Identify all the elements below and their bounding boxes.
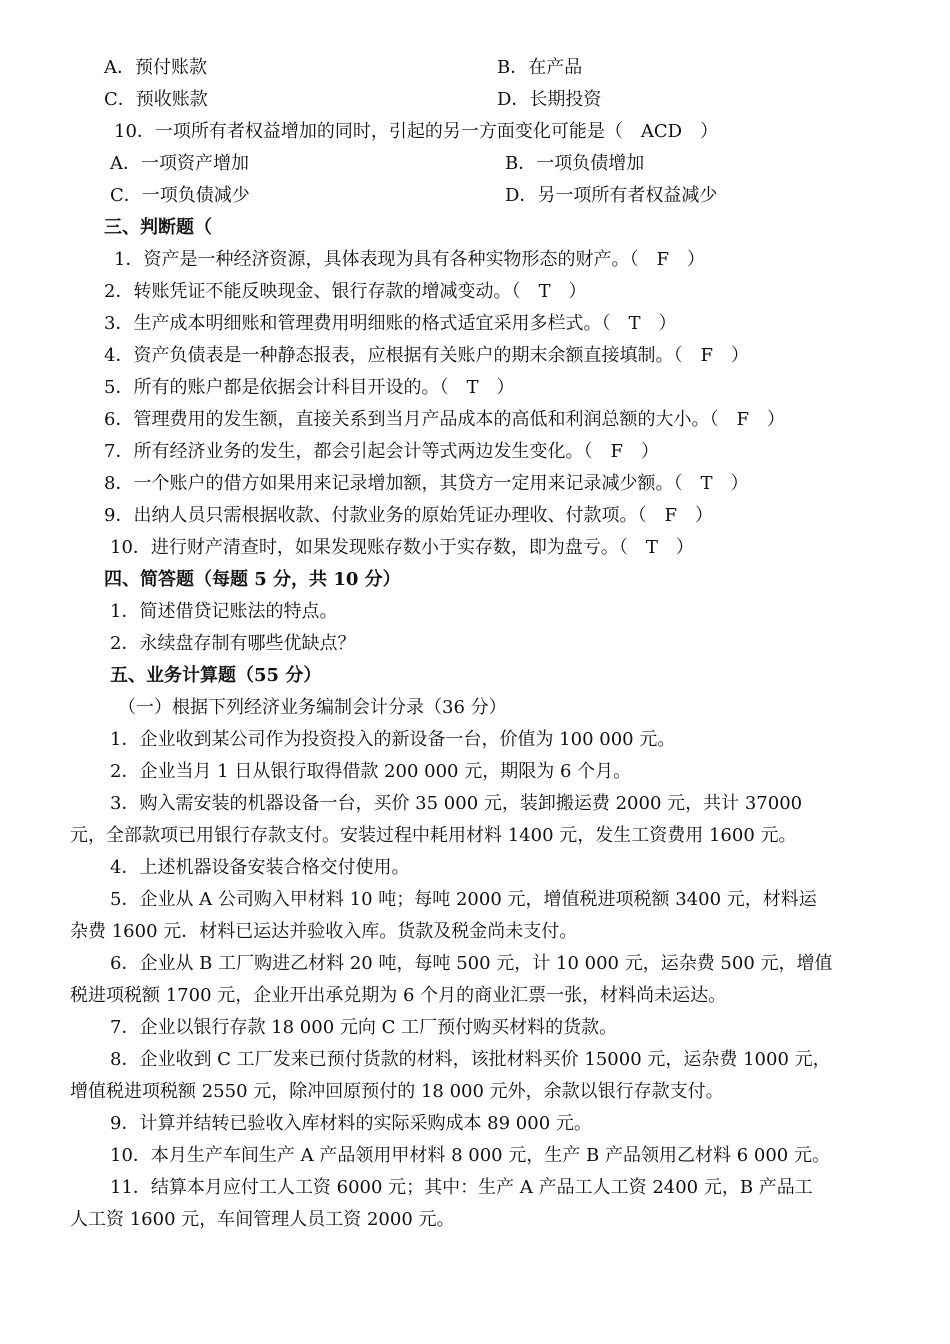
calc-line-2: 2．企业当月 1 日从银行取得借款 200 000 元，期限为 6 个月。	[110, 761, 632, 782]
short-answer-item-1: 1．简述借贷记账法的特点。	[110, 601, 338, 622]
q9-option-c: C．预收账款	[104, 89, 208, 110]
calc-line-8-cont: 增值税进项税额 2550 元，除冲回原预付的 18 000 元外，余款以银行存款支付。	[70, 1081, 724, 1102]
q9-option-a: A．预付账款	[104, 57, 207, 78]
judgment-item-6: 6．管理费用的发生额，直接关系到当月产品成本的高低和利润总额的大小。（ F ）	[104, 409, 785, 430]
judgment-item-7: 7．所有经济业务的发生，都会引起会计等式两边发生变化。（ F ）	[104, 441, 659, 462]
calc-line-6-cont: 税进项税额 1700 元，企业开出承兑期为 6 个月的商业汇票一张，材料尚未运达。	[70, 985, 727, 1006]
judgment-item-2: 2．转账凭证不能反映现金、银行存款的增减变动。（ T ）	[104, 281, 587, 302]
calc-line-11: 11．结算本月应付工人工资 6000 元；其中：生产 A 产品工人工资 2400 元，B 产品工	[110, 1177, 813, 1198]
short-answer-item-2: 2．永续盘存制有哪些优缺点？	[110, 633, 356, 654]
judgment-item-10: 10．进行财产清查时，如果发现账存数小于实存数，即为盘亏。（ T ）	[110, 537, 694, 558]
judgment-item-8: 8．一个账户的借方如果用来记录增加额，其贷方一定用来记录减少额。（ T ）	[104, 473, 749, 494]
calc-line-11-cont: 人工资 1600 元，车间管理人员工资 2000 元。	[70, 1209, 455, 1230]
judgment-item-1: 1．资产是一种经济资源，具体表现为具有各种实物形态的财产。（ F ）	[114, 249, 705, 270]
q10-option-b: B．一项负债增加	[505, 153, 645, 174]
calc-line-4: 4．上述机器设备安装合格交付使用。	[110, 857, 410, 878]
q10-option-a: A．一项资产增加	[110, 153, 249, 174]
judgment-item-4: 4．资产负债表是一种静态报表，应根据有关账户的期末余额直接填制。（ F ）	[104, 345, 749, 366]
q10-stem: 10．一项所有者权益增加的同时，引起的另一方面变化可能是（ ACD ）	[114, 121, 719, 142]
calc-line-5: 5．企业从 A 公司购入甲材料 10 吨；每吨 2000 元，增值税进项税额 3400 元，材料运	[110, 889, 817, 910]
q10-option-c: C．一项负债减少	[110, 185, 250, 206]
calc-line-3-cont: 元，全部款项已用银行存款支付。安装过程中耗用材料 1400 元，发生工资费用 1600 元。	[70, 825, 797, 846]
q9-option-d: D．长期投资	[497, 89, 602, 110]
judgment-heading: 三、判断题（	[104, 217, 212, 238]
judgment-item-3: 3．生产成本明细账和管理费用明细账的格式适宜采用多栏式。（ T ）	[104, 313, 677, 334]
calc-line-7: 7．企业以银行存款 18 000 元向 C 工厂预付购买材料的货款。	[110, 1017, 618, 1038]
short-answer-heading: 四、简答题（每题 5 分，共 10 分）	[104, 569, 401, 590]
calc-line-6: 6．企业从 B 工厂购进乙材料 20 吨，每吨 500 元，计 10 000 元，运杂费 500 元，增值	[110, 953, 833, 974]
judgment-item-9: 9．出纳人员只需根据收款、付款业务的原始凭证办理收、付款项。（ F ）	[104, 505, 713, 526]
calc-line-1: 1．企业收到某公司作为投资投入的新设备一台，价值为 100 000 元。	[110, 729, 676, 750]
calc-line-9: 9．计算并结转已验收入库材料的实际采购成本 89 000 元。	[110, 1113, 592, 1134]
calc-line-8: 8．企业收到 C 工厂发来已预付货款的材料，该批材料买价 15000 元，运杂费 1000 元，	[110, 1049, 831, 1070]
calc-line-10: 10．本月生产车间生产 A 产品领用甲材料 8 000 元，生产 B 产品领用乙材料 6 000 元。	[110, 1145, 830, 1166]
q10-option-d: D．另一项所有者权益减少	[505, 185, 718, 206]
q9-option-b: B．在产品	[497, 57, 583, 78]
calculation-subheading: （一）根据下列经济业务编制会计分录（36 分）	[118, 697, 507, 718]
calculation-heading: 五、业务计算题（55 分）	[110, 665, 322, 686]
judgment-item-5: 5．所有的账户都是依据会计科目开设的。（ T ）	[104, 377, 515, 398]
calc-line-5-cont: 杂费 1600 元．材料已运达并验收入库。货款及税金尚未支付。	[70, 921, 578, 942]
calc-line-3: 3．购入需安装的机器设备一台，买价 35 000 元，装卸搬运费 2000 元，共计 37000	[110, 793, 803, 814]
